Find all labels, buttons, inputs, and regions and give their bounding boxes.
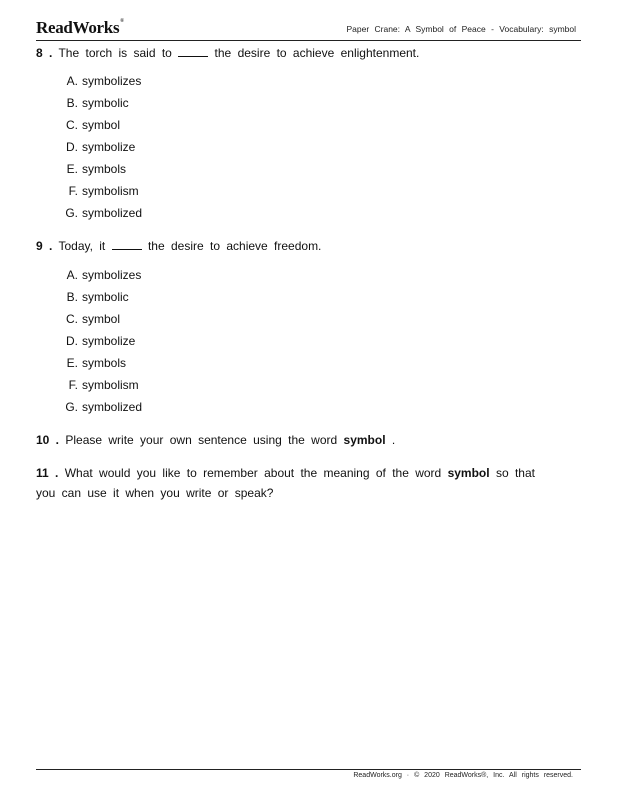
option-letter: G. <box>65 206 78 220</box>
vocabulary-word: symbol <box>343 433 386 447</box>
readworks-logo <box>36 18 124 38</box>
option-text: symbols <box>82 356 127 370</box>
option-letter: F. <box>68 184 78 198</box>
option-e[interactable] <box>62 355 142 377</box>
question-text-before: The torch is said to <box>58 46 172 60</box>
option-letter: D. <box>66 334 78 348</box>
option-text: symbolizes <box>82 268 142 282</box>
answer-blank[interactable] <box>178 46 208 57</box>
question-text-after: so that <box>495 466 535 480</box>
option-letter: E. <box>66 356 78 370</box>
option-b[interactable] <box>62 95 142 117</box>
option-text: symbolic <box>82 290 129 304</box>
question-number: 8 . <box>36 46 53 60</box>
question-11 <box>36 463 535 503</box>
question-number: 11 . <box>36 466 59 480</box>
option-b[interactable] <box>62 289 142 311</box>
option-a[interactable] <box>62 73 142 95</box>
option-letter: D. <box>66 140 78 154</box>
option-f[interactable] <box>62 377 142 399</box>
option-letter: B. <box>66 290 78 304</box>
option-d[interactable] <box>62 333 142 355</box>
option-f[interactable] <box>62 183 142 205</box>
question-number: 9 . <box>36 239 53 253</box>
question-text-before: Please write your own sentence using the word <box>65 433 338 447</box>
option-d[interactable] <box>62 139 142 161</box>
option-letter: A. <box>66 74 78 88</box>
question-9 <box>36 236 321 256</box>
option-text: symbolized <box>82 206 143 220</box>
question-text-line2: you can use it when you write or speak? <box>36 486 274 500</box>
logo-text: ReadWorks <box>36 18 120 37</box>
option-c[interactable] <box>62 311 142 333</box>
question-text-after: the desire to achieve enlightenment. <box>214 46 420 60</box>
option-text: symbolize <box>82 334 136 348</box>
option-text: symbolic <box>82 96 129 110</box>
page-footer <box>36 769 581 779</box>
option-text: symbols <box>82 162 127 176</box>
question-text-before: Today, it <box>58 239 106 253</box>
option-a[interactable] <box>62 267 142 289</box>
option-letter: E. <box>66 162 78 176</box>
question-10 <box>36 430 395 450</box>
option-text: symbolizes <box>82 74 142 88</box>
option-letter: C. <box>66 118 78 132</box>
question-9-options <box>62 267 142 421</box>
option-text: symbolized <box>82 400 143 414</box>
answer-blank[interactable] <box>112 239 142 250</box>
footer-copyright: ReadWorks.org · © 2020 ReadWorks®, Inc. All rights reserved. <box>353 772 573 779</box>
option-text: symbolism <box>82 184 139 198</box>
option-letter: C. <box>66 312 78 326</box>
option-letter: F. <box>68 378 78 392</box>
question-number: 10 . <box>36 433 60 447</box>
option-text: symbolize <box>82 140 136 154</box>
page-header <box>36 16 581 41</box>
question-8-options <box>62 73 142 227</box>
option-letter: G. <box>65 400 78 414</box>
header-title: Paper Crane: A Symbol of Peace - Vocabulary: symbol <box>346 24 576 34</box>
question-text-after: . <box>391 433 396 447</box>
question-8 <box>36 43 419 63</box>
option-text: symbol <box>82 312 121 326</box>
logo-registered-mark: ® <box>120 19 124 24</box>
option-g[interactable] <box>62 399 142 421</box>
option-c[interactable] <box>62 117 142 139</box>
vocabulary-word: symbol <box>447 466 490 480</box>
option-letter: A. <box>66 268 78 282</box>
question-text-before: What would you like to remember about the meaning of the word <box>64 466 442 480</box>
option-letter: B. <box>66 96 78 110</box>
question-text-after: the desire to achieve freedom. <box>147 239 322 253</box>
option-text: symbol <box>82 118 121 132</box>
option-g[interactable] <box>62 205 142 227</box>
option-text: symbolism <box>82 378 139 392</box>
option-e[interactable] <box>62 161 142 183</box>
